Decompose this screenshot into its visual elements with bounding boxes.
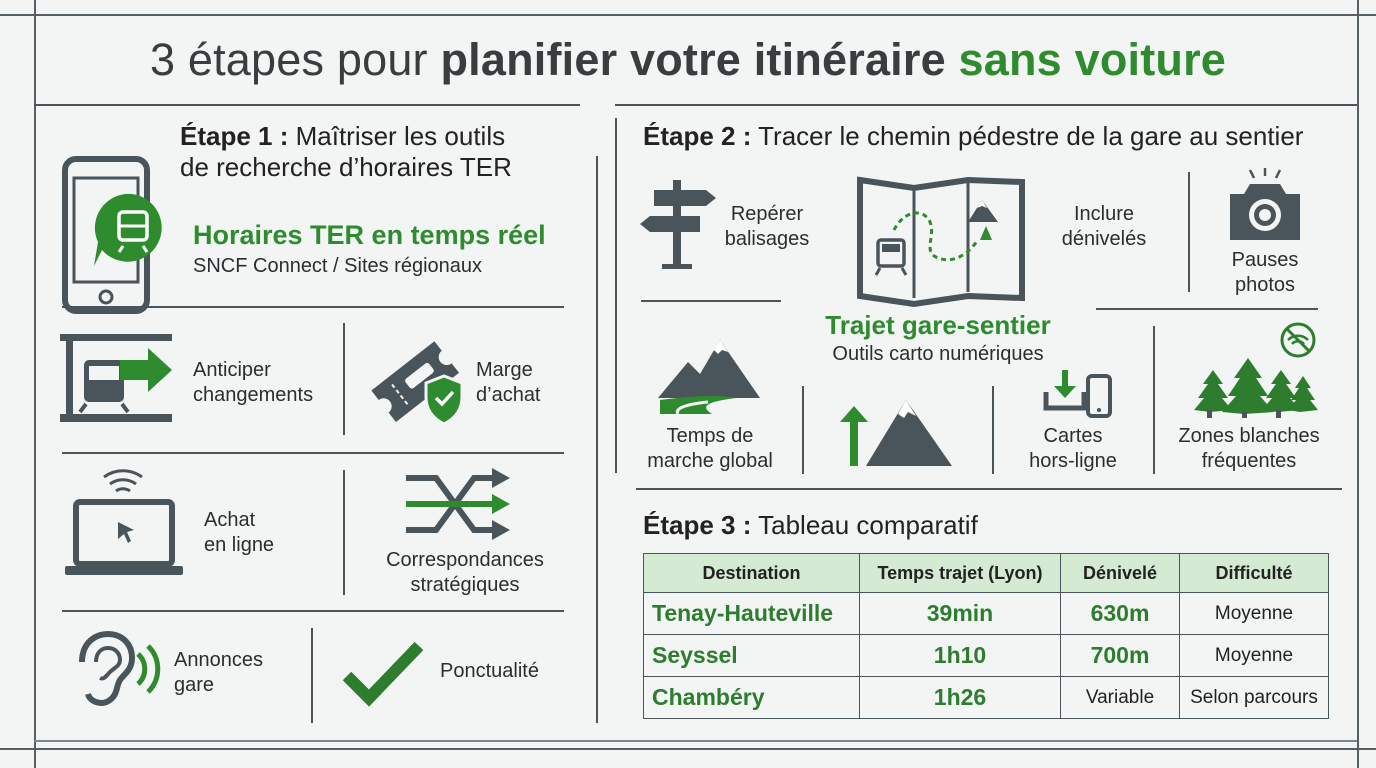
camera-icon — [1226, 168, 1304, 242]
step1-divider-2 — [62, 452, 564, 454]
step1-heading-text: Maîtriser les outils — [288, 121, 506, 151]
step1-item-6: Ponctualité — [440, 660, 539, 682]
shuffle-icon — [404, 466, 514, 542]
train-arrow-icon — [60, 334, 175, 429]
step2-divider-b — [1096, 308, 1318, 310]
frame-right-line — [1357, 0, 1359, 768]
step3-heading-text: Tableau comparatif — [751, 510, 978, 540]
step2-bottom-line — [636, 488, 1342, 490]
frame-bottom-line — [0, 748, 1376, 750]
step2-divider-a — [641, 300, 781, 302]
elevation-cell: 630m — [1061, 593, 1180, 635]
step2-heading — [643, 121, 1303, 152]
step2-vdivider-b — [802, 386, 804, 474]
ticket-shield-icon — [368, 332, 468, 428]
title-underline — [34, 104, 580, 106]
step1-item-3: Achat en ligne — [204, 509, 275, 556]
step1-highlight-sub: SNCF Connect / Sites régionaux — [193, 255, 483, 277]
time-cell: 1h26 — [860, 677, 1061, 719]
step3-heading-label: Étape 3 : — [643, 510, 752, 540]
step2-item-1: Repérer balisages — [724, 203, 810, 250]
ear-icon — [70, 632, 162, 712]
laptop-icon — [64, 470, 184, 580]
frame-left-line — [34, 0, 36, 768]
smartphone-train-icon — [62, 156, 162, 314]
step1-heading-line2: de recherche d’horaires TER — [180, 152, 512, 182]
destination-cell: Chambéry — [644, 677, 860, 719]
step1-vdivider-2 — [343, 470, 345, 595]
time-cell: 1h10 — [860, 635, 1061, 677]
checkmark-icon — [343, 640, 425, 706]
section-divider — [596, 156, 598, 723]
comparison-table — [643, 553, 1329, 719]
step1-divider-3 — [62, 610, 564, 612]
frame-top-line — [0, 14, 1376, 16]
table-row — [644, 593, 1329, 635]
title-part-2: planifier votre itinéraire — [440, 34, 946, 85]
step2-heading-label: Étape 2 : — [643, 121, 752, 151]
step2-center-title: Trajet gare-sentier — [825, 310, 1051, 340]
step1-divider-1 — [62, 306, 564, 308]
step2-center-sub: Outils carto numériques — [832, 343, 1044, 365]
step2-left-line — [615, 118, 617, 473]
table-row — [644, 635, 1329, 677]
step1-highlight-title: Horaires TER en temps réel — [193, 220, 546, 250]
step1-vdivider-3 — [311, 628, 313, 723]
step3-heading — [643, 510, 978, 541]
map-icon — [856, 174, 1028, 302]
mountain-elevation-icon — [838, 398, 956, 468]
column-header: Dénivelé — [1061, 554, 1180, 593]
step2-heading-text: Tracer le chemin pédestre de la gare au sentier — [751, 121, 1304, 151]
destination-cell: Tenay-Hauteville — [644, 593, 860, 635]
step1-item-5: Annonces gare — [174, 649, 263, 696]
elevation-cell: 700m — [1061, 635, 1180, 677]
title-underline-right — [615, 104, 1357, 106]
elevation-cell: Variable — [1061, 677, 1180, 719]
step2-item-6: Zones blanches fréquentes — [1178, 425, 1320, 472]
forest-no-signal-icon — [1194, 322, 1318, 418]
difficulty-cell: Moyenne — [1180, 593, 1329, 635]
table-header-row — [644, 554, 1329, 593]
destination-cell: Seyssel — [644, 635, 860, 677]
step1-heading — [180, 121, 512, 183]
difficulty-cell: Selon parcours — [1180, 677, 1329, 719]
download-phone-icon — [1044, 370, 1116, 420]
column-header: Temps trajet (Lyon) — [860, 554, 1061, 593]
step2-vdivider-a — [1188, 172, 1190, 292]
step1-item-2: Marge d’achat — [476, 359, 541, 406]
step1-item-1: Anticiper changements — [193, 359, 314, 406]
page-title — [0, 34, 1376, 86]
step2-vdivider-d — [1153, 326, 1155, 474]
title-part-1: 3 étapes pour — [149, 34, 441, 85]
time-cell: 39min — [860, 593, 1061, 635]
step2-item-3: Pauses photos — [1231, 249, 1299, 296]
table-row — [644, 677, 1329, 719]
signpost-icon — [640, 180, 720, 270]
step2-vdivider-c — [992, 386, 994, 474]
column-header: Destination — [644, 554, 860, 593]
bottom-line — [34, 740, 1357, 742]
step1-vdivider-1 — [343, 323, 345, 435]
title-part-3: sans voiture — [958, 34, 1227, 85]
step2-item-5: Cartes hors-ligne — [1029, 425, 1117, 472]
step1-heading-label: Étape 1 : — [180, 121, 289, 151]
step2-item-4: Temps de marche global — [647, 425, 773, 472]
step2-item-2: Inclure dénivelés — [1061, 203, 1147, 250]
mountain-path-icon — [658, 338, 762, 418]
step1-item-4: Correspondances stratégiques — [386, 549, 544, 596]
difficulty-cell: Moyenne — [1180, 635, 1329, 677]
column-header: Difficulté — [1180, 554, 1329, 593]
